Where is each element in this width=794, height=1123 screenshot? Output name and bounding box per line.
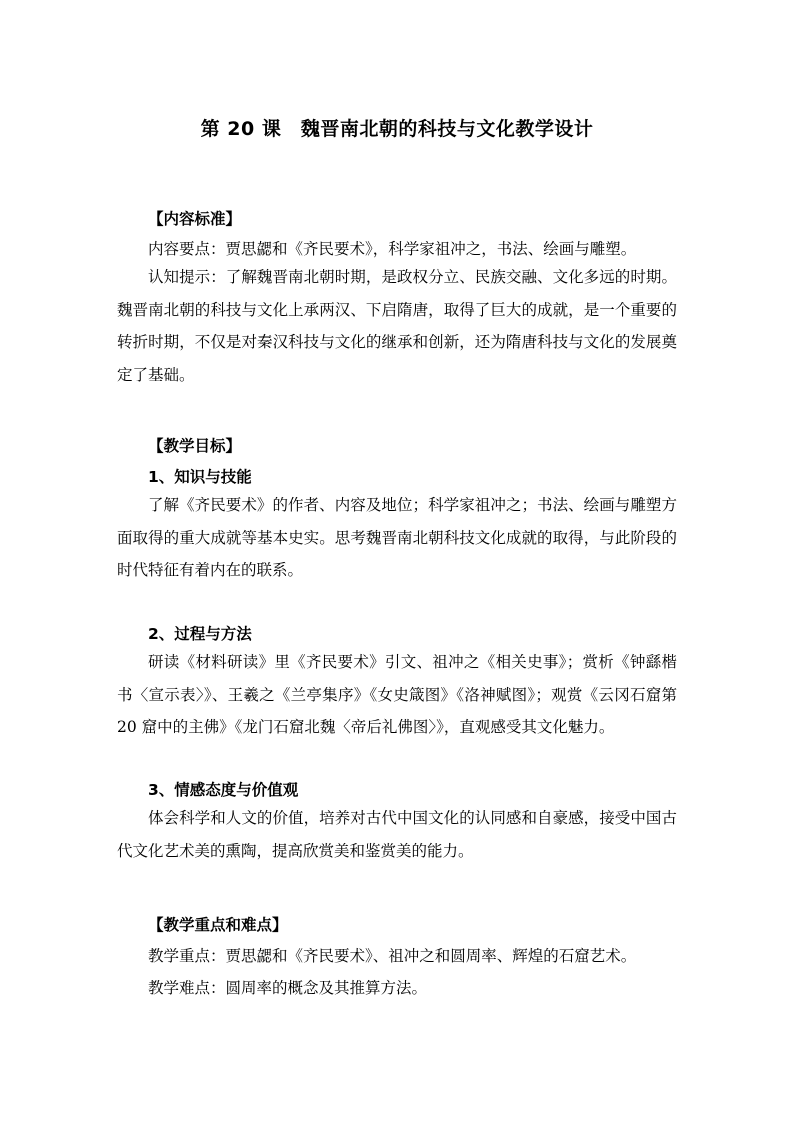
process-methods-heading: 2、过程与方法 [148,625,252,643]
teaching-objectives-heading: 【教学目标】 [148,437,242,455]
knowledge-skills-heading: 1、知识与技能 [148,468,252,486]
teaching-difficult-points: 教学难点：圆周率的概念及其推算方法。 [148,979,428,997]
teaching-key-points: 教学重点：贾思勰和《齐民要术》、祖冲之和圆周率、辉煌的石窟艺术。 [148,947,637,965]
emotion-values-heading: 3、情感态度与价值观 [148,781,299,799]
content-standard-heading: 【内容标准】 [148,210,242,228]
document-title: 第 20 课 魏晋南北朝的科技与文化教学设计 [200,118,594,140]
content-key-points: 内容要点：贾思勰和《齐民要术》，科学家祖冲之，书法、绘画与雕塑。 [148,240,637,258]
cognitive-hint-paragraph: 认知提示：了解魏晋南北朝时期，是政权分立、民族交融、文化多远的时期。魏晋南北朝的科技与文化上承两汉、下启隋唐，取得了巨大的成就，是一个重要的转折时期，不仅是对秦汉科技与文化的继承和创新，还为隋唐科技与文化的发展奠定了基础。 [117,268,677,384]
knowledge-skills-paragraph: 了解《齐民要术》的作者、内容及地位；科学家祖冲之；书法、绘画与雕塑方面取得的重大成就等基本史实。思考魏晋南北朝科技文化成就的取得，与此阶段的时代特征有着内在的联系。 [117,496,677,579]
emotion-values-paragraph: 体会科学和人文的价值，培养对古代中国文化的认同感和自豪感，接受中国古代文化艺术美的熏陶，提高欣赏美和鉴赏美的能力。 [117,809,677,860]
process-methods-paragraph: 研读《材料研读》里《齐民要术》引文、祖冲之《相关史事》；赏析《钟繇楷书〈宣示表〉》、王羲之《兰亭集序》《女史箴图》《洛神赋图》；观赏《云冈石窟第 20 窟中的主佛》《龙门石窟北魏〈帝后礼佛图〉》，直观感受其文化魅力。 [117,653,677,736]
key-difficult-heading: 【教学重点和难点】 [148,916,288,934]
